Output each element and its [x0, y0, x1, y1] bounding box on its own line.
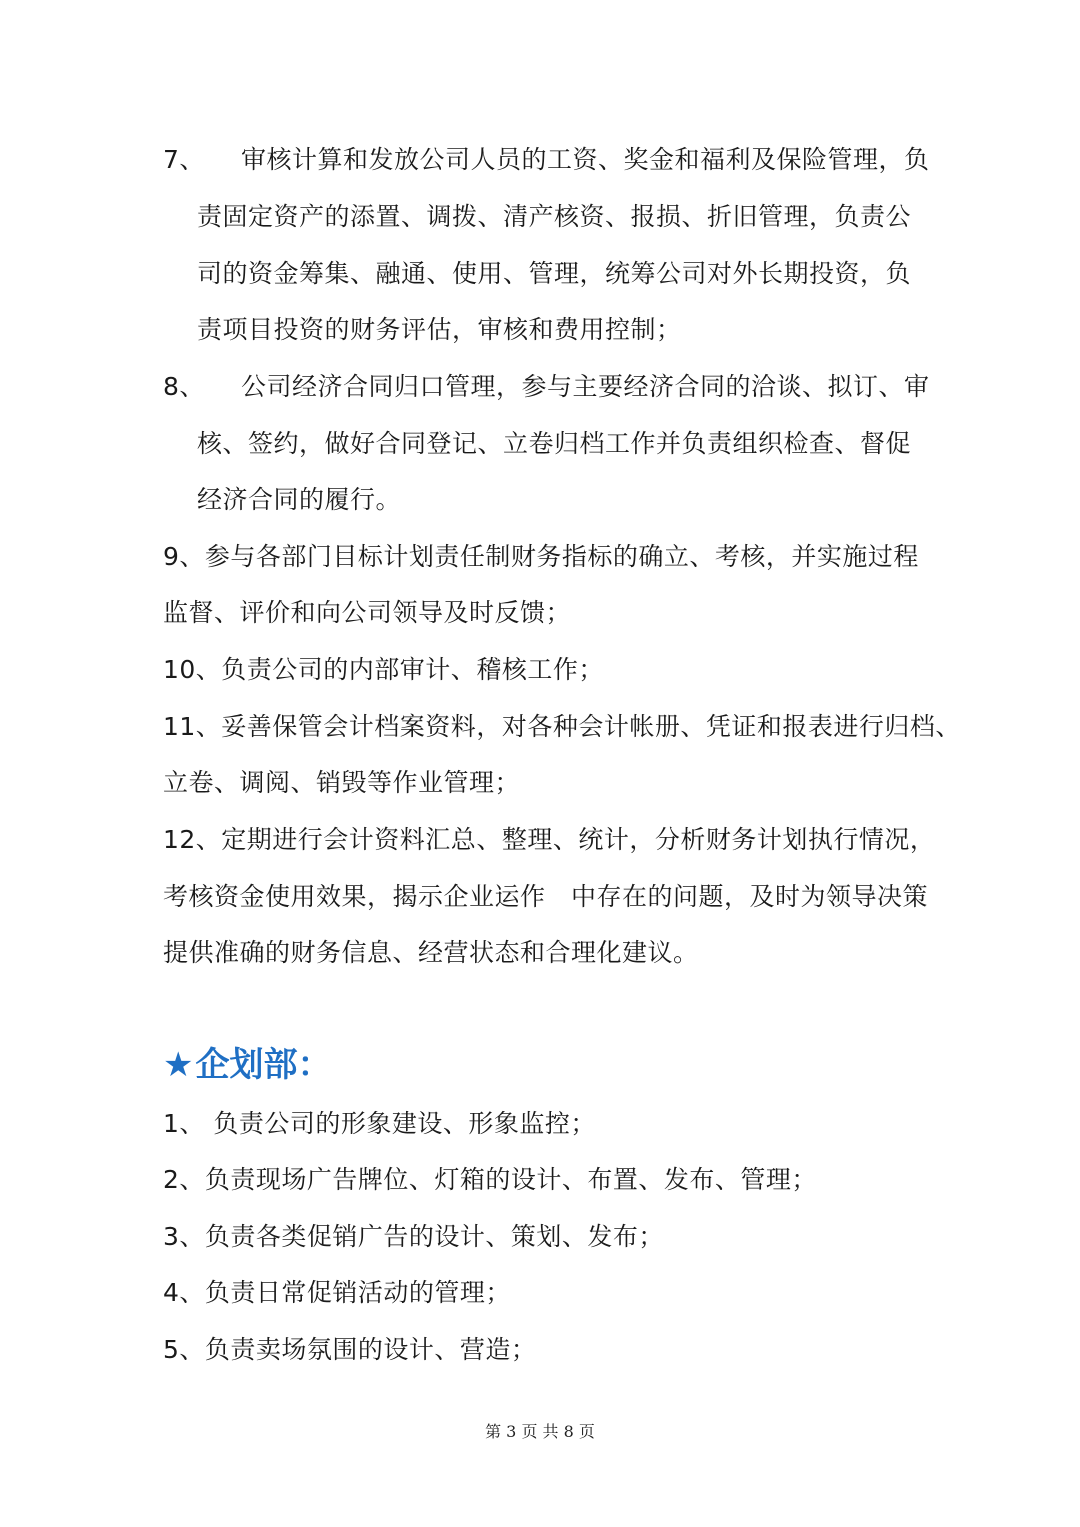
list-item-7-line-3: 司的资金筹集、融通、使用、管理，统筹公司对外长期投资，负 — [197, 259, 912, 288]
item-text: 审核计算和发放公司人员的工资、奖金和福利及保险管理，负 — [241, 145, 930, 174]
page-footer: 第 3 页 共 8 页 — [485, 1422, 595, 1441]
item-number: 7、 — [163, 145, 205, 174]
list-item-8-line-3: 经济合同的履行。 — [197, 485, 402, 514]
list-item-qh-1: 1、 负责公司的形象建设、形象监控； — [163, 1109, 596, 1138]
star-icon: ★ — [163, 1045, 194, 1085]
section-title: 企划部： — [195, 1045, 332, 1085]
list-item-9-line-1: 9、参与各部门目标计划责任制财务指标的确立、考核，并实施过程 — [163, 542, 919, 571]
list-item-12-line-2: 考核资金使用效果，揭示企业运作 中存在的问题，及时为领导决策 — [163, 882, 929, 911]
list-item-qh-4: 4、负责日常促销活动的管理； — [163, 1278, 511, 1307]
item-text: 公司经济合同归口管理，参与主要经济合同的洽谈、拟订、审 — [241, 372, 930, 401]
list-item-qh-2: 2、负责现场广告牌位、灯箱的设计、布置、发布、管理； — [163, 1165, 817, 1194]
list-item-11-line-1: 11、妥善保管会计档案资料，对各种会计帐册、凭证和报表进行归档、 — [163, 712, 961, 741]
list-item-7-line-4: 责项目投资的财务评估，审核和费用控制； — [197, 315, 682, 344]
list-item-10-line-1: 10、负责公司的内部审计、稽核工作； — [163, 655, 604, 684]
list-item-12-line-3: 提供准确的财务信息、经营状态和合理化建议。 — [163, 938, 699, 967]
list-item-qh-5: 5、负责卖场氛围的设计、营造； — [163, 1335, 537, 1364]
list-item-7-line-1 — [163, 144, 930, 176]
list-item-9-line-2: 监督、评价和向公司领导及时反馈； — [163, 598, 572, 627]
list-item-qh-3: 3、负责各类促销广告的设计、策划、发布； — [163, 1222, 664, 1251]
list-item-7-line-2: 责固定资产的添置、调拨、清产核资、报损、折旧管理，负责公 — [197, 202, 912, 231]
list-item-12-line-1: 12、定期进行会计资料汇总、整理、统计，分析财务计划执行情况， — [163, 825, 936, 854]
list-item-8-line-1 — [163, 371, 930, 403]
list-item-8-line-2: 核、签约，做好合同登记、立卷归档工作并负责组织检查、督促 — [197, 429, 912, 458]
item-number: 8、 — [163, 372, 205, 401]
list-item-11-line-2: 立卷、调阅、销毁等作业管理； — [163, 768, 521, 797]
section-heading — [163, 1044, 331, 1086]
